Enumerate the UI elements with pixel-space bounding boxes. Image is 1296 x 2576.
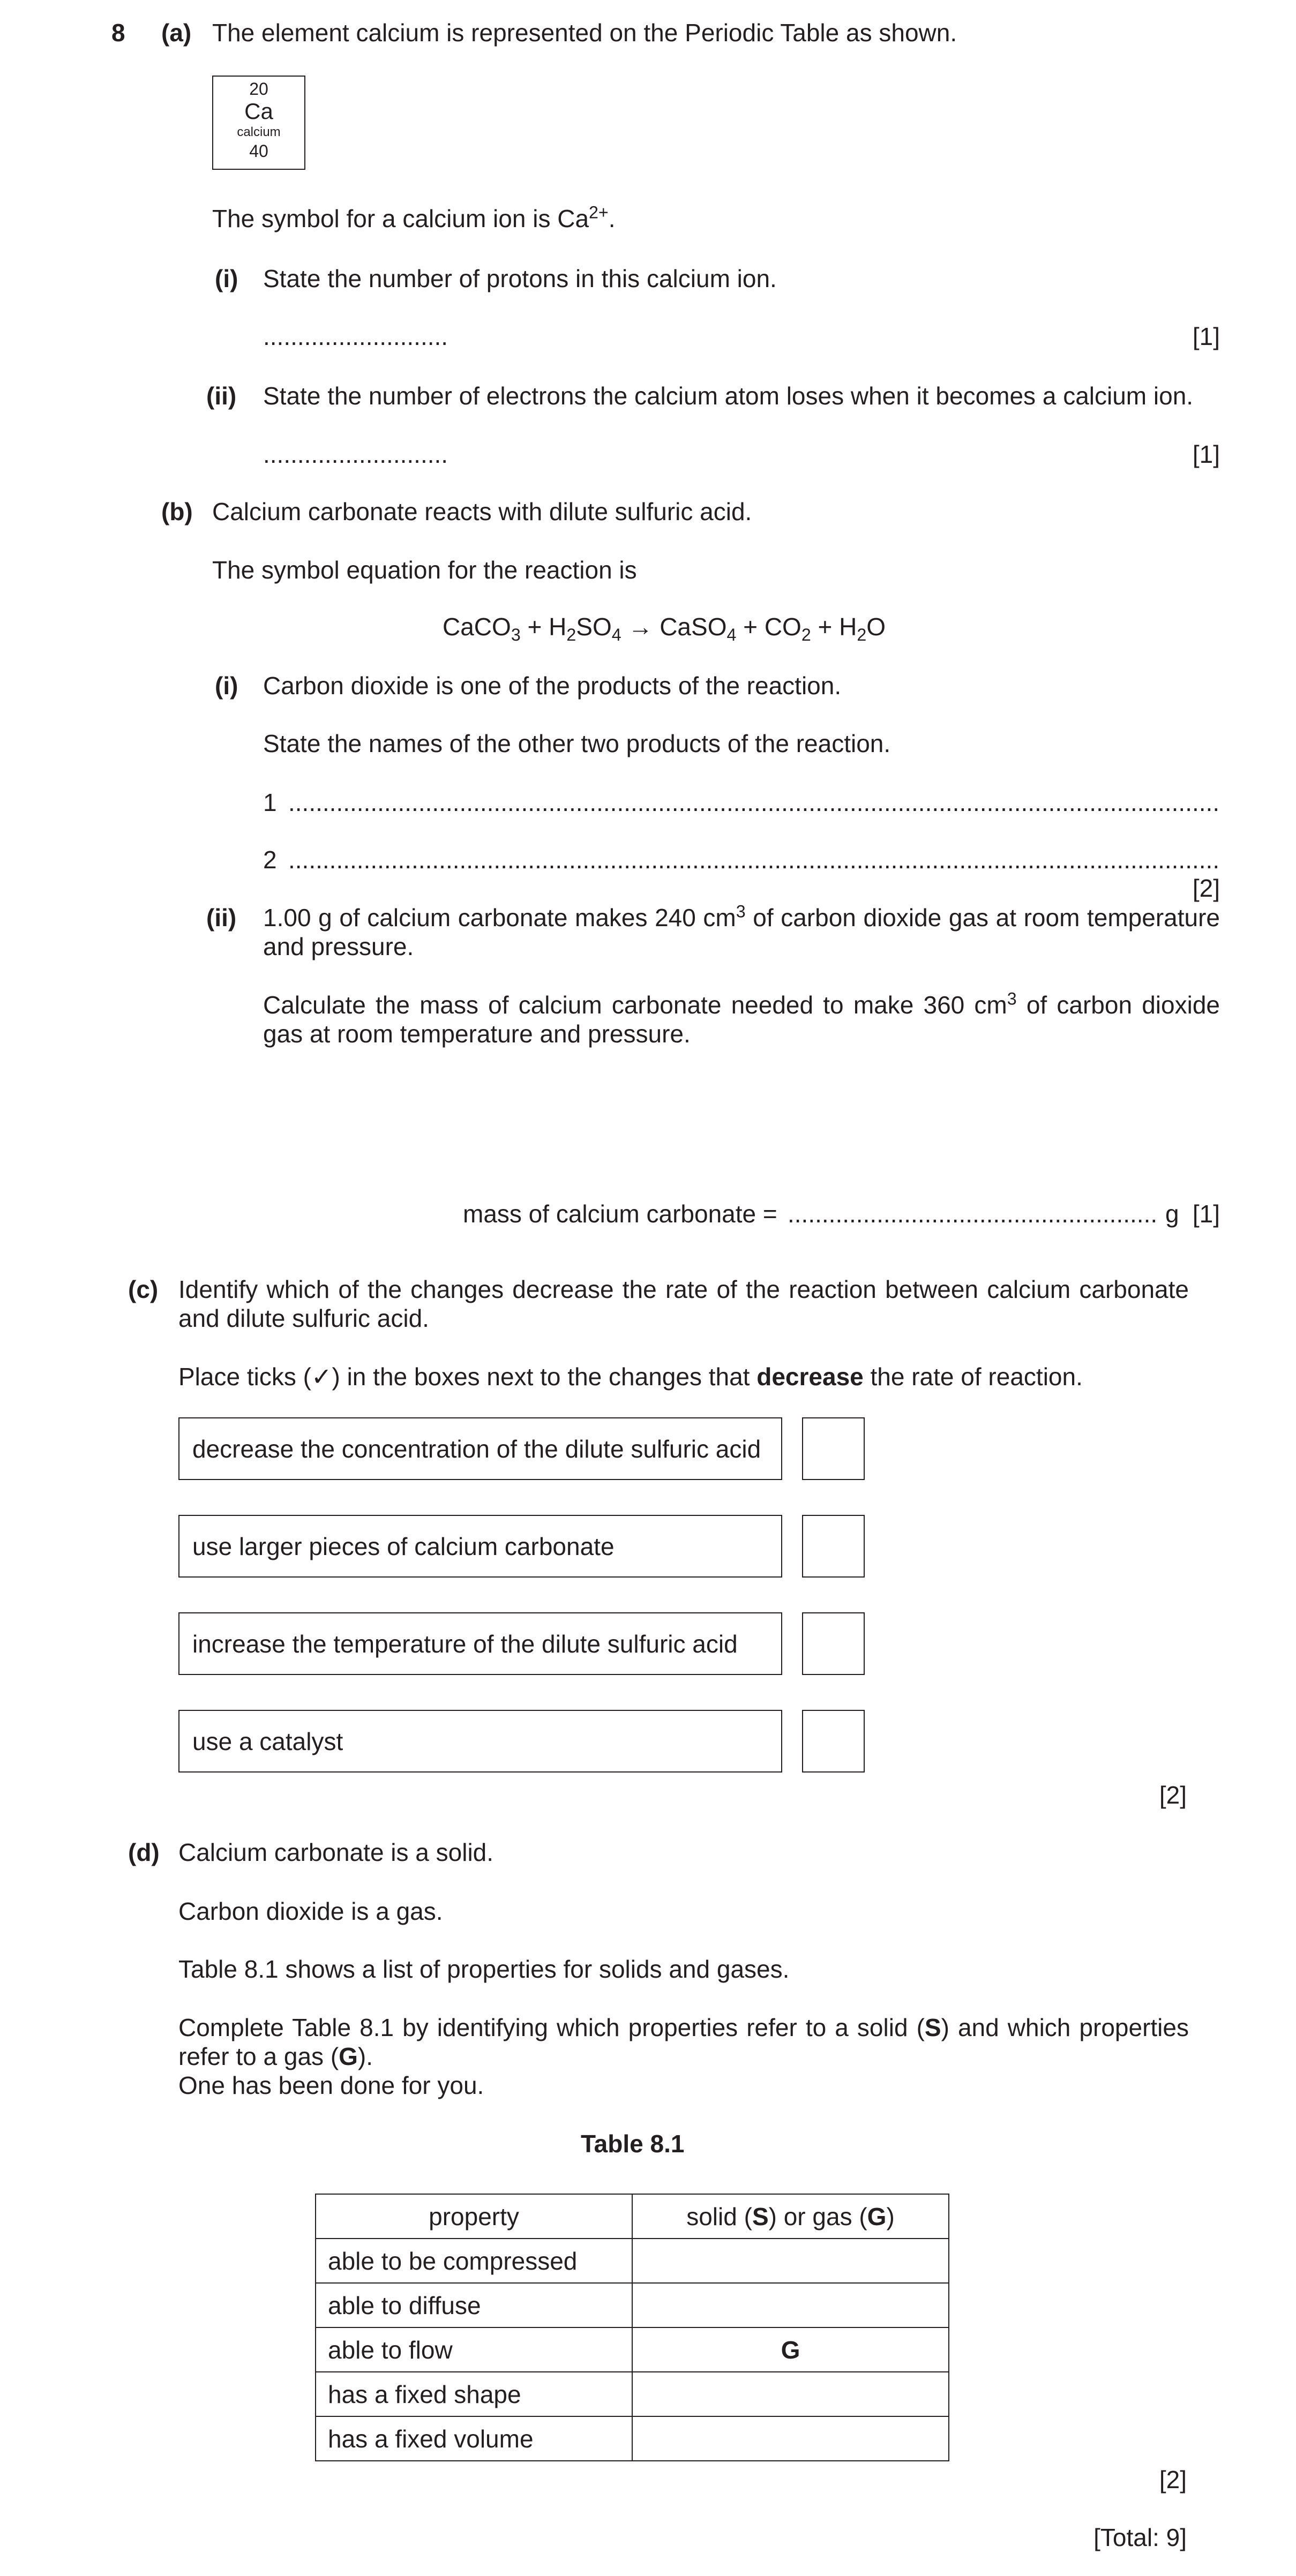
mass-answer-label: mass of calcium carbonate = [463, 1200, 777, 1228]
part-a-intro: The element calcium is represented on the Periodic Table as shown. [212, 19, 957, 47]
part-b-i-label: (i) [215, 672, 238, 700]
part-b-i-text2: State the names of the other two products of the reaction. [263, 730, 891, 757]
part-c-label: (c) [128, 1275, 159, 1303]
equation-intro: The symbol equation for the reaction is [212, 556, 637, 584]
property-cell: has a fixed volume [316, 2416, 632, 2461]
part-d-line5: One has been done for you. [178, 2071, 484, 2099]
part-a-ii-label: (ii) [206, 382, 237, 410]
atomic-number: 20 [249, 79, 268, 99]
part-a-i-marks: [1] [1192, 322, 1220, 350]
element-name: calcium [237, 125, 281, 139]
mass-unit: g [1165, 1200, 1179, 1228]
ion-charge: 2+ [589, 202, 609, 222]
tick-box-4[interactable] [802, 1710, 865, 1773]
change-option-3: increase the temperature of the dilute sulfuric acid [178, 1612, 782, 1675]
property-cell: able to be compressed [316, 2239, 632, 2283]
part-a-ii-answer-line[interactable] [263, 440, 448, 469]
part-b-ii-text1: 1.00 g of calcium carbonate makes 240 $cm^3$ of carbon dioxide gas at room temperature and pressure. [263, 902, 1220, 961]
change-option-4: use a catalyst [178, 1710, 782, 1773]
part-b-i-marks: [2] [1192, 874, 1220, 902]
property-cell: able to diffuse [316, 2283, 632, 2327]
part-c-instruction: Place ticks (✓) in the boxes next to the changes that decrease the rate of reaction. [178, 1363, 1083, 1391]
part-b-ii-marks: [1] [1192, 1200, 1220, 1228]
state-given-cell: G [632, 2327, 949, 2372]
table-row [316, 2283, 949, 2327]
symbol-equation: CaCO$_3$ + $H_2SO_4$ → CaSO$_4$ + $CO_2 + H_2O$ [443, 613, 886, 645]
element-symbol: Ca [244, 99, 273, 124]
answer-line-2-number: 2 [263, 846, 277, 874]
answer-line-1-number: 1 [263, 788, 277, 816]
periodic-table-element-box [212, 76, 305, 170]
state-answer-cell[interactable] [632, 2239, 949, 2283]
total-marks: [Total: 9] [1093, 2524, 1187, 2551]
part-d-line4: Complete Table 8.1 by identifying which properties refer to a solid (S) and which properties refer to a gas (G). [178, 2014, 1189, 2071]
answer-line-1[interactable] [288, 788, 1220, 817]
part-a-ii-marks: [1] [1192, 440, 1220, 468]
part-b-label: (b) [161, 498, 193, 525]
mass-answer-line[interactable] [788, 1199, 1156, 1228]
change-option-2: use larger pieces of calcium carbonate [178, 1515, 782, 1578]
table-row [316, 2239, 949, 2283]
part-a-ii-question: State the number of electrons the calcium atom loses when it becomes a calcium ion. [263, 382, 1194, 410]
part-c-marks: [2] [1159, 1781, 1187, 1809]
part-b-intro: Calcium carbonate reacts with dilute sulfuric acid. [212, 498, 752, 525]
part-b-i-text1: Carbon dioxide is one of the products of the reaction. [263, 672, 842, 700]
header-property: property [316, 2194, 632, 2239]
question-number: 8 [111, 19, 125, 47]
ion-symbol-text: The symbol for a calcium ion is $Ca^{2+}$. [212, 202, 616, 232]
table-row [316, 2372, 949, 2416]
part-d-line1: Calcium carbonate is a solid. [178, 1838, 494, 1866]
part-d-marks: [2] [1159, 2466, 1187, 2494]
part-a-i-label: (i) [215, 265, 238, 292]
part-a-i-answer-line[interactable] [263, 322, 448, 351]
part-d-line3: Table 8.1 shows a list of properties for solids and gases. [178, 1955, 790, 1983]
state-answer-cell[interactable] [632, 2283, 949, 2327]
mass-number: 40 [249, 141, 268, 161]
table-header-row [316, 2194, 949, 2239]
part-a-label: (a) [161, 19, 192, 47]
part-a-i-question: State the number of protons in this calcium ion. [263, 265, 777, 292]
part-c-intro: Identify which of the changes decrease the rate of the reaction between calcium carbonate and dilute sulfuric acid. [178, 1275, 1189, 1333]
table-title: Table 8.1 [581, 2130, 685, 2158]
part-b-ii-label: (ii) [206, 904, 237, 932]
change-option-1: decrease the concentration of the dilute sulfuric acid [178, 1417, 782, 1480]
tick-box-2[interactable] [802, 1515, 865, 1578]
state-answer-cell[interactable] [632, 2416, 949, 2461]
header-state: solid (S) or gas (G) [632, 2194, 949, 2239]
tick-box-1[interactable] [802, 1417, 865, 1480]
part-d-label: (d) [128, 1838, 160, 1866]
properties-table [315, 2194, 949, 2461]
table-row [316, 2327, 949, 2372]
property-cell: able to flow [316, 2327, 632, 2372]
state-answer-cell[interactable] [632, 2372, 949, 2416]
tick-box-3[interactable] [802, 1612, 865, 1675]
part-b-ii-text2: Calculate the mass of calcium carbonate needed to make 360 $cm^3$ of carbon dioxide gas at room temperature and pressure. [263, 989, 1220, 1048]
answer-line-2[interactable] [288, 845, 1220, 874]
property-cell: has a fixed shape [316, 2372, 632, 2416]
part-d-line2: Carbon dioxide is a gas. [178, 1897, 443, 1925]
table-row [316, 2416, 949, 2461]
